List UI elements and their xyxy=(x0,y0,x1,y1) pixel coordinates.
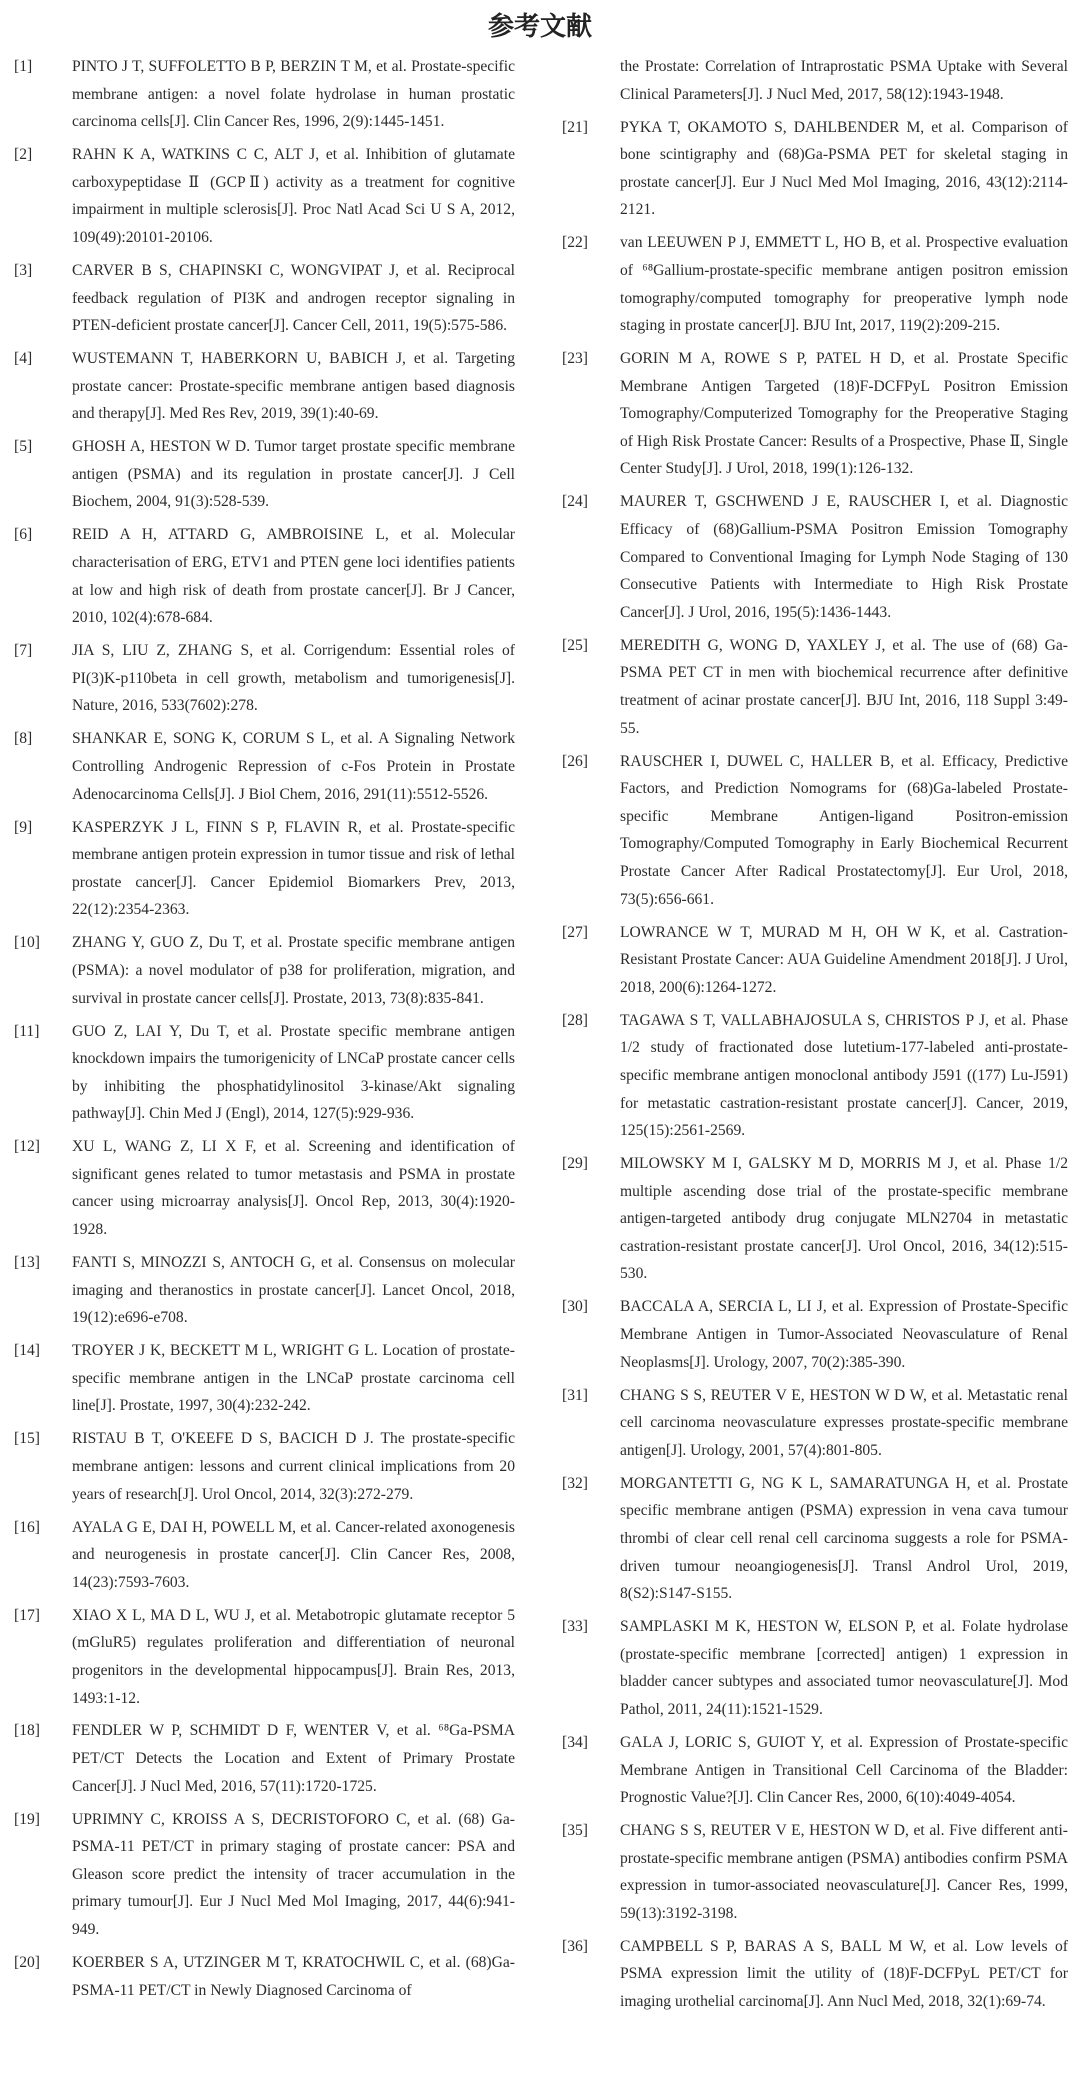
reference-text: GHOSH A, HESTON W D. Tumor target prostate specific membrane antigen (PSMA) and its regulation in prostate cancer[J]. J Cell Biochem, 2004, 91(3):528-539. xyxy=(72,438,515,511)
reference-number-spacer xyxy=(562,53,620,108)
reference-text: REID A H, ATTARD G, AMBROISINE L, et al. Molecular characterisation of ERG, ETV1 and PTEN gene loci identifies patients at low and high risk of death from prostate cancer[J]. Br J Cancer, 2010, 102(4):678-684. xyxy=(72,526,515,627)
reference-text: MORGANTETTI G, NG K L, SAMARATUNGA H, et al. Prostate specific membrane antigen (PSMA) expression in vena cava tumour thrombi of clear cell renal cell carcinoma suggests a role for PSMA-driven tumour neoangiogenesis[J]. Transl Androl Urol, 2019, 8(S2):S147-S155. xyxy=(620,1474,1068,1603)
reference-entry xyxy=(14,1949,515,2004)
reference-entry xyxy=(14,521,515,631)
reference-text: MEREDITH G, WONG D, YAXLEY J, et al. The use of (68) Ga-PSMA PET CT in men with biochemical recurrence after definitive treatment of acinar prostate cancer[J]. BJU Int, 2016, 118 Suppl 3:49-55. xyxy=(620,636,1068,737)
reference-number: [31] xyxy=(562,1386,588,1404)
reference-text: SHANKAR E, SONG K, CORUM S L, et al. A Signaling Network Controlling Androgenic Repression of c-Fos Protein in Prostate Adenocarcinoma Cells[J]. J Biol Chem, 2016, 291(11):5512-5526. xyxy=(72,730,515,803)
reference-entry xyxy=(562,1613,1068,1723)
reference-number: [24] xyxy=(562,493,588,511)
reference-number: [11] xyxy=(14,1022,40,1040)
reference-text: CHANG S S, REUTER V E, HESTON W D W, et al. Metastatic renal cell carcinoma neovasculature expresses prostate-specific membrane antigen[J]. Urology, 2001, 57(4):801-805. xyxy=(620,1386,1068,1459)
reference-column-right xyxy=(562,53,1068,2021)
reference-text: PYKA T, OKAMOTO S, DAHLBENDER M, et al. Comparison of bone scintigraphy and (68)Ga-PSMA PET for skeletal staging in prostate cancer[J]. Eur J Nucl Med Mol Imaging, 2016, 43(12):2114-2121. xyxy=(620,118,1068,219)
reference-number: [16] xyxy=(14,1518,40,1536)
reference-entry xyxy=(562,1382,1068,1465)
reference-entry xyxy=(14,1018,515,1128)
reference-entry xyxy=(14,929,515,1012)
reference-text: SAMPLASKI M K, HESTON W, ELSON P, et al. Folate hydrolase (prostate-specific membrane [corrected] antigen) 1 expression in bladder cancer subtypes and associated tumor neovasculature[J]. Mod Pathol, 2011, 24(11):1521-1529. xyxy=(620,1618,1068,1718)
reference-entry xyxy=(14,1133,515,1243)
reference-entry xyxy=(562,1729,1068,1812)
reference-number: [29] xyxy=(562,1155,588,1173)
reference-continuation-text: the Prostate: Correlation of Intraprostatic PSMA Uptake with Several Clinical Parameters[J]. J Nucl Med, 2017, 58(12):1943-1948. xyxy=(620,58,1068,103)
reference-continuation xyxy=(562,53,1068,108)
reference-entry xyxy=(14,345,515,428)
reference-entry xyxy=(14,725,515,808)
reference-text: KASPERZYK J L, FINN S P, FLAVIN R, et al. Prostate-specific membrane antigen protein expression in tumor tissue and risk of lethal prostate cancer[J]. Cancer Epidemiol Biomarkers Prev, 2013, 22(12):2354-2363. xyxy=(72,818,515,919)
reference-text: RAHN K A, WATKINS C C, ALT J, et al. Inhibition of glutamate carboxypeptidase Ⅱ (GCPⅡ) activity as a treatment for cognitive impairment in multiple sclerosis[J]. Proc Natl Acad Sci U S A, 2012, 109(49):20101-20106. xyxy=(72,146,515,246)
reference-entry xyxy=(14,1425,515,1508)
reference-text: van LEEUWEN P J, EMMETT L, HO B, et al. Prospective evaluation of ⁶⁸Gallium-prostate-specific membrane antigen positron emission tomography/computed tomography for preoperative lymph node staging in prostate cancer[J]. BJU Int, 2017, 119(2):209-215. xyxy=(620,234,1068,335)
reference-entry xyxy=(562,1007,1068,1145)
reference-number: [8] xyxy=(14,730,33,748)
reference-number: [36] xyxy=(562,1937,588,1955)
reference-text: FENDLER W P, SCHMIDT D F, WENTER V, et al. ⁶⁸Ga-PSMA PET/CT Detects the Location and Extent of Primary Prostate Cancer[J]. J Nucl Med, 2016, 57(11):1720-1725. xyxy=(72,1722,515,1795)
reference-number: [28] xyxy=(562,1011,588,1029)
reference-text: ZHANG Y, GUO Z, Du T, et al. Prostate specific membrane antigen (PSMA): a novel modulator of p38 for proliferation, migration, and survival in prostate cancer cells[J]. Prostate, 2013, 73(8):835-841. xyxy=(72,934,515,1007)
reference-entry xyxy=(14,637,515,720)
reference-entry xyxy=(14,1337,515,1420)
reference-text: GORIN M A, ROWE S P, PATEL H D, et al. Prostate Specific Membrane Antigen Targeted (18)F-DCFPyL Positron Emission Tomography/Computerized Tomography for the Preoperative Staging of High Risk Prostate Cancer: Results of a Prospective, Phase Ⅱ, Single Center Study[J]. J Urol, 2018, 199(1):126-132. xyxy=(620,350,1068,478)
reference-entry xyxy=(562,488,1068,626)
reference-entry xyxy=(14,814,515,924)
reference-entry xyxy=(14,1249,515,1332)
reference-number: [22] xyxy=(562,234,588,252)
reference-number: [5] xyxy=(14,438,33,456)
reference-entry xyxy=(14,53,515,136)
reference-text: CARVER B S, CHAPINSKI C, WONGVIPAT J, et al. Reciprocal feedback regulation of PI3K and androgen receptor signaling in PTEN-deficient prostate cancer[J]. Cancer Cell, 2011, 19(5):575-586. xyxy=(72,261,515,335)
reference-entry xyxy=(562,919,1068,1002)
reference-entry xyxy=(562,748,1068,914)
reference-entry xyxy=(562,632,1068,742)
reference-entry xyxy=(562,1293,1068,1376)
reference-number: [26] xyxy=(562,752,588,770)
reference-text: JIA S, LIU Z, ZHANG S, et al. Corrigendum: Essential roles of PI(3)K-p110beta in cell growth, metabolism and tumorigenesis[J]. Nature, 2016, 533(7602):278. xyxy=(72,642,515,715)
reference-entry xyxy=(14,433,515,516)
reference-entry xyxy=(14,1717,515,1800)
reference-entry xyxy=(14,141,515,251)
reference-number: [34] xyxy=(562,1733,588,1751)
reference-number: [1] xyxy=(14,58,33,75)
reference-number: [30] xyxy=(562,1298,588,1316)
reference-entry xyxy=(14,257,515,340)
reference-number: [18] xyxy=(14,1722,40,1740)
reference-entry xyxy=(14,1602,515,1712)
reference-text: CHANG S S, REUTER V E, HESTON W D, et al. Five different anti-prostate-specific membrane antigen (PSMA) antibodies confirm PSMA expression in tumor-associated neovasculature[J]. Cancer Res, 1999, 59(13):3192-3198. xyxy=(620,1822,1068,1922)
reference-text: MAURER T, GSCHWEND J E, RAUSCHER I, et al. Diagnostic Efficacy of (68)Gallium-PSMA Positron Emission Tomography Compared to Conventional Imaging for Lymph Node Staging of 130 Consecutive Patients with Intermediate to High Risk Prostate Cancer[J]. J Urol, 2016, 195(5):1436-1443. xyxy=(620,493,1068,621)
reference-text: AYALA G E, DAI H, POWELL M, et al. Cancer-related axonogenesis and neurogenesis in prostate cancer[J]. Clin Cancer Res, 2008, 14(23):7593-7603. xyxy=(72,1518,515,1591)
reference-text: CAMPBELL S P, BARAS A S, BALL M W, et al. Low levels of PSMA expression limit the utility of (18)F-DCFPyL PET/CT for imaging urothelial carcinoma[J]. Ann Nucl Med, 2018, 32(1):69-74. xyxy=(620,1937,1068,2011)
reference-text: LOWRANCE W T, MURAD M H, OH W K, et al. Castration-Resistant Prostate Cancer: AUA Guideline Amendment 2018[J]. J Urol, 2018, 200(6):1264-1272. xyxy=(620,923,1068,996)
reference-number: [19] xyxy=(14,1810,40,1828)
reference-text: KOERBER S A, UTZINGER M T, KRATOCHWIL C, et al. (68)Ga-PSMA-11 PET/CT in Newly Diagnosed Carcinoma of xyxy=(72,1954,515,1999)
reference-text: RISTAU B T, O'KEEFE D S, BACICH D J. The prostate-specific membrane antigen: lessons and current clinical implications from 20 years of research[J]. Urol Oncol, 2014, 32(3):272-279. xyxy=(72,1430,515,1503)
reference-entry xyxy=(14,1806,515,1944)
reference-text: TAGAWA S T, VALLABHAJOSULA S, CHRISTOS P J, et al. Phase 1/2 study of fractionated dose lutetium-177-labeled anti-prostate-specific membrane antigen monoclonal antibody J591 ((177) Lu-J591) for metastatic castration-resistant prostate cancer[J]. Cancer, 2019, 125(15):2561-2569. xyxy=(620,1011,1068,1140)
reference-text: BACCALA A, SERCIA L, LI J, et al. Expression of Prostate-Specific Membrane Antigen in Tumor-Associated Neovasculature of Renal Neoplasms[J]. Urology, 2007, 70(2):385-390. xyxy=(620,1298,1068,1371)
reference-text: RAUSCHER I, DUWEL C, HALLER B, et al. Efficacy, Predictive Factors, and Prediction Nomograms for (68)Ga-labeled Prostate-specific Membrane Antigen-ligand Positron-emission Tomography/Computed Tomography in Early Biochemical Recurrent Prostate Cancer After Radical Prostatectomy[J]. Eur Urol, 2018, 73(5):656-661. xyxy=(620,752,1068,908)
reference-text: FANTI S, MINOZZI S, ANTOCH G, et al. Consensus on molecular imaging and theranostics in prostate cancer[J]. Lancet Oncol, 2018, 19(12):e696-e708. xyxy=(72,1254,515,1327)
reference-text: GALA J, LORIC S, GUIOT Y, et al. Expression of Prostate-specific Membrane Antigen in Transitional Cell Carcinoma of the Bladder: Prognostic Value?[J]. Clin Cancer Res, 2000, 6(10):4049-4054. xyxy=(620,1733,1068,1807)
reference-column-left xyxy=(14,53,515,2010)
reference-number: [25] xyxy=(562,636,588,654)
reference-number: [20] xyxy=(14,1954,40,1972)
reference-entry xyxy=(562,1933,1068,2016)
reference-entry xyxy=(562,345,1068,483)
reference-number: [7] xyxy=(14,642,33,660)
reference-number: [14] xyxy=(14,1342,40,1360)
reference-entry xyxy=(562,1150,1068,1288)
reference-number: [17] xyxy=(14,1606,40,1624)
reference-number: [33] xyxy=(562,1618,588,1636)
reference-entry xyxy=(562,1470,1068,1608)
reference-number: [9] xyxy=(14,818,33,836)
reference-entry xyxy=(562,114,1068,224)
reference-number: [3] xyxy=(14,261,33,279)
reference-number: [10] xyxy=(14,934,40,952)
reference-number: [15] xyxy=(14,1430,40,1448)
reference-number: [21] xyxy=(562,118,588,136)
page-title: 参考文献 xyxy=(487,12,592,42)
reference-number: [2] xyxy=(14,146,33,164)
reference-number: [32] xyxy=(562,1474,588,1492)
reference-entry xyxy=(562,229,1068,339)
reference-text: GUO Z, LAI Y, Du T, et al. Prostate specific membrane antigen knockdown impairs the tumorigenicity of LNCaP prostate cancer cells by inhibiting the phosphatidylinositol 3-kinase/Akt signaling pathway[J]. Chin Med J (Engl), 2014, 127(5):929-936. xyxy=(72,1022,515,1123)
reference-number: [27] xyxy=(562,923,588,941)
reference-text: PINTO J T, SUFFOLETTO B P, BERZIN T M, et al. Prostate-specific membrane antigen: a novel folate hydrolase in human prostatic carcinoma cells[J]. Clin Cancer Res, 1996, 2(9):1445-1451. xyxy=(72,58,515,131)
reference-text: TROYER J K, BECKETT M L, WRIGHT G L. Location of prostate-specific membrane antigen in the LNCaP prostate carcinoma cell line[J]. Prostate, 1997, 30(4):232-242. xyxy=(72,1342,515,1415)
reference-number: [13] xyxy=(14,1254,40,1272)
reference-text: MILOWSKY M I, GALSKY M D, MORRIS M J, et al. Phase 1/2 multiple ascending dose trial of the prostate-specific membrane antigen-targeted antibody drug conjugate MLN2704 in metastatic castration-resistant prostate cancer[J]. Urol Oncol, 2016, 34(12):515-530. xyxy=(620,1155,1068,1283)
reference-number: [23] xyxy=(562,350,588,368)
reference-entry xyxy=(562,1817,1068,1927)
reference-text: UPRIMNY C, KROISS A S, DECRISTOFORO C, et al. (68) Ga-PSMA-11 PET/CT in primary staging of prostate cancer: PSA and Gleason score predict the intensity of tracer accumulation in the primary tumour[J]. Eur J Nucl Med Mol Imaging, 2017, 44(6):941-949. xyxy=(72,1810,515,1939)
reference-entry xyxy=(14,1514,515,1597)
reference-number: [4] xyxy=(14,350,33,368)
reference-number: [35] xyxy=(562,1822,588,1840)
reference-text: XIAO X L, MA D L, WU J, et al. Metabotropic glutamate receptor 5 (mGluR5) regulates proliferation and differentiation of neuronal progenitors in the developmental hippocampus[J]. Brain Res, 2013, 1493:1-12. xyxy=(72,1606,515,1707)
reference-text: XU L, WANG Z, LI X F, et al. Screening and identification of significant genes related to tumor metastasis and PSMA in prostate cancer using microarray analysis[J]. Oncol Rep, 2013, 30(4):1920-1928. xyxy=(72,1138,515,1239)
reference-text: WUSTEMANN T, HABERKORN U, BABICH J, et al. Targeting prostate cancer: Prostate-specific membrane antigen based diagnosis and therapy[J]. Med Res Rev, 2019, 39(1):40-69. xyxy=(72,350,515,423)
reference-number: [12] xyxy=(14,1138,40,1156)
reference-number: [6] xyxy=(14,526,33,544)
